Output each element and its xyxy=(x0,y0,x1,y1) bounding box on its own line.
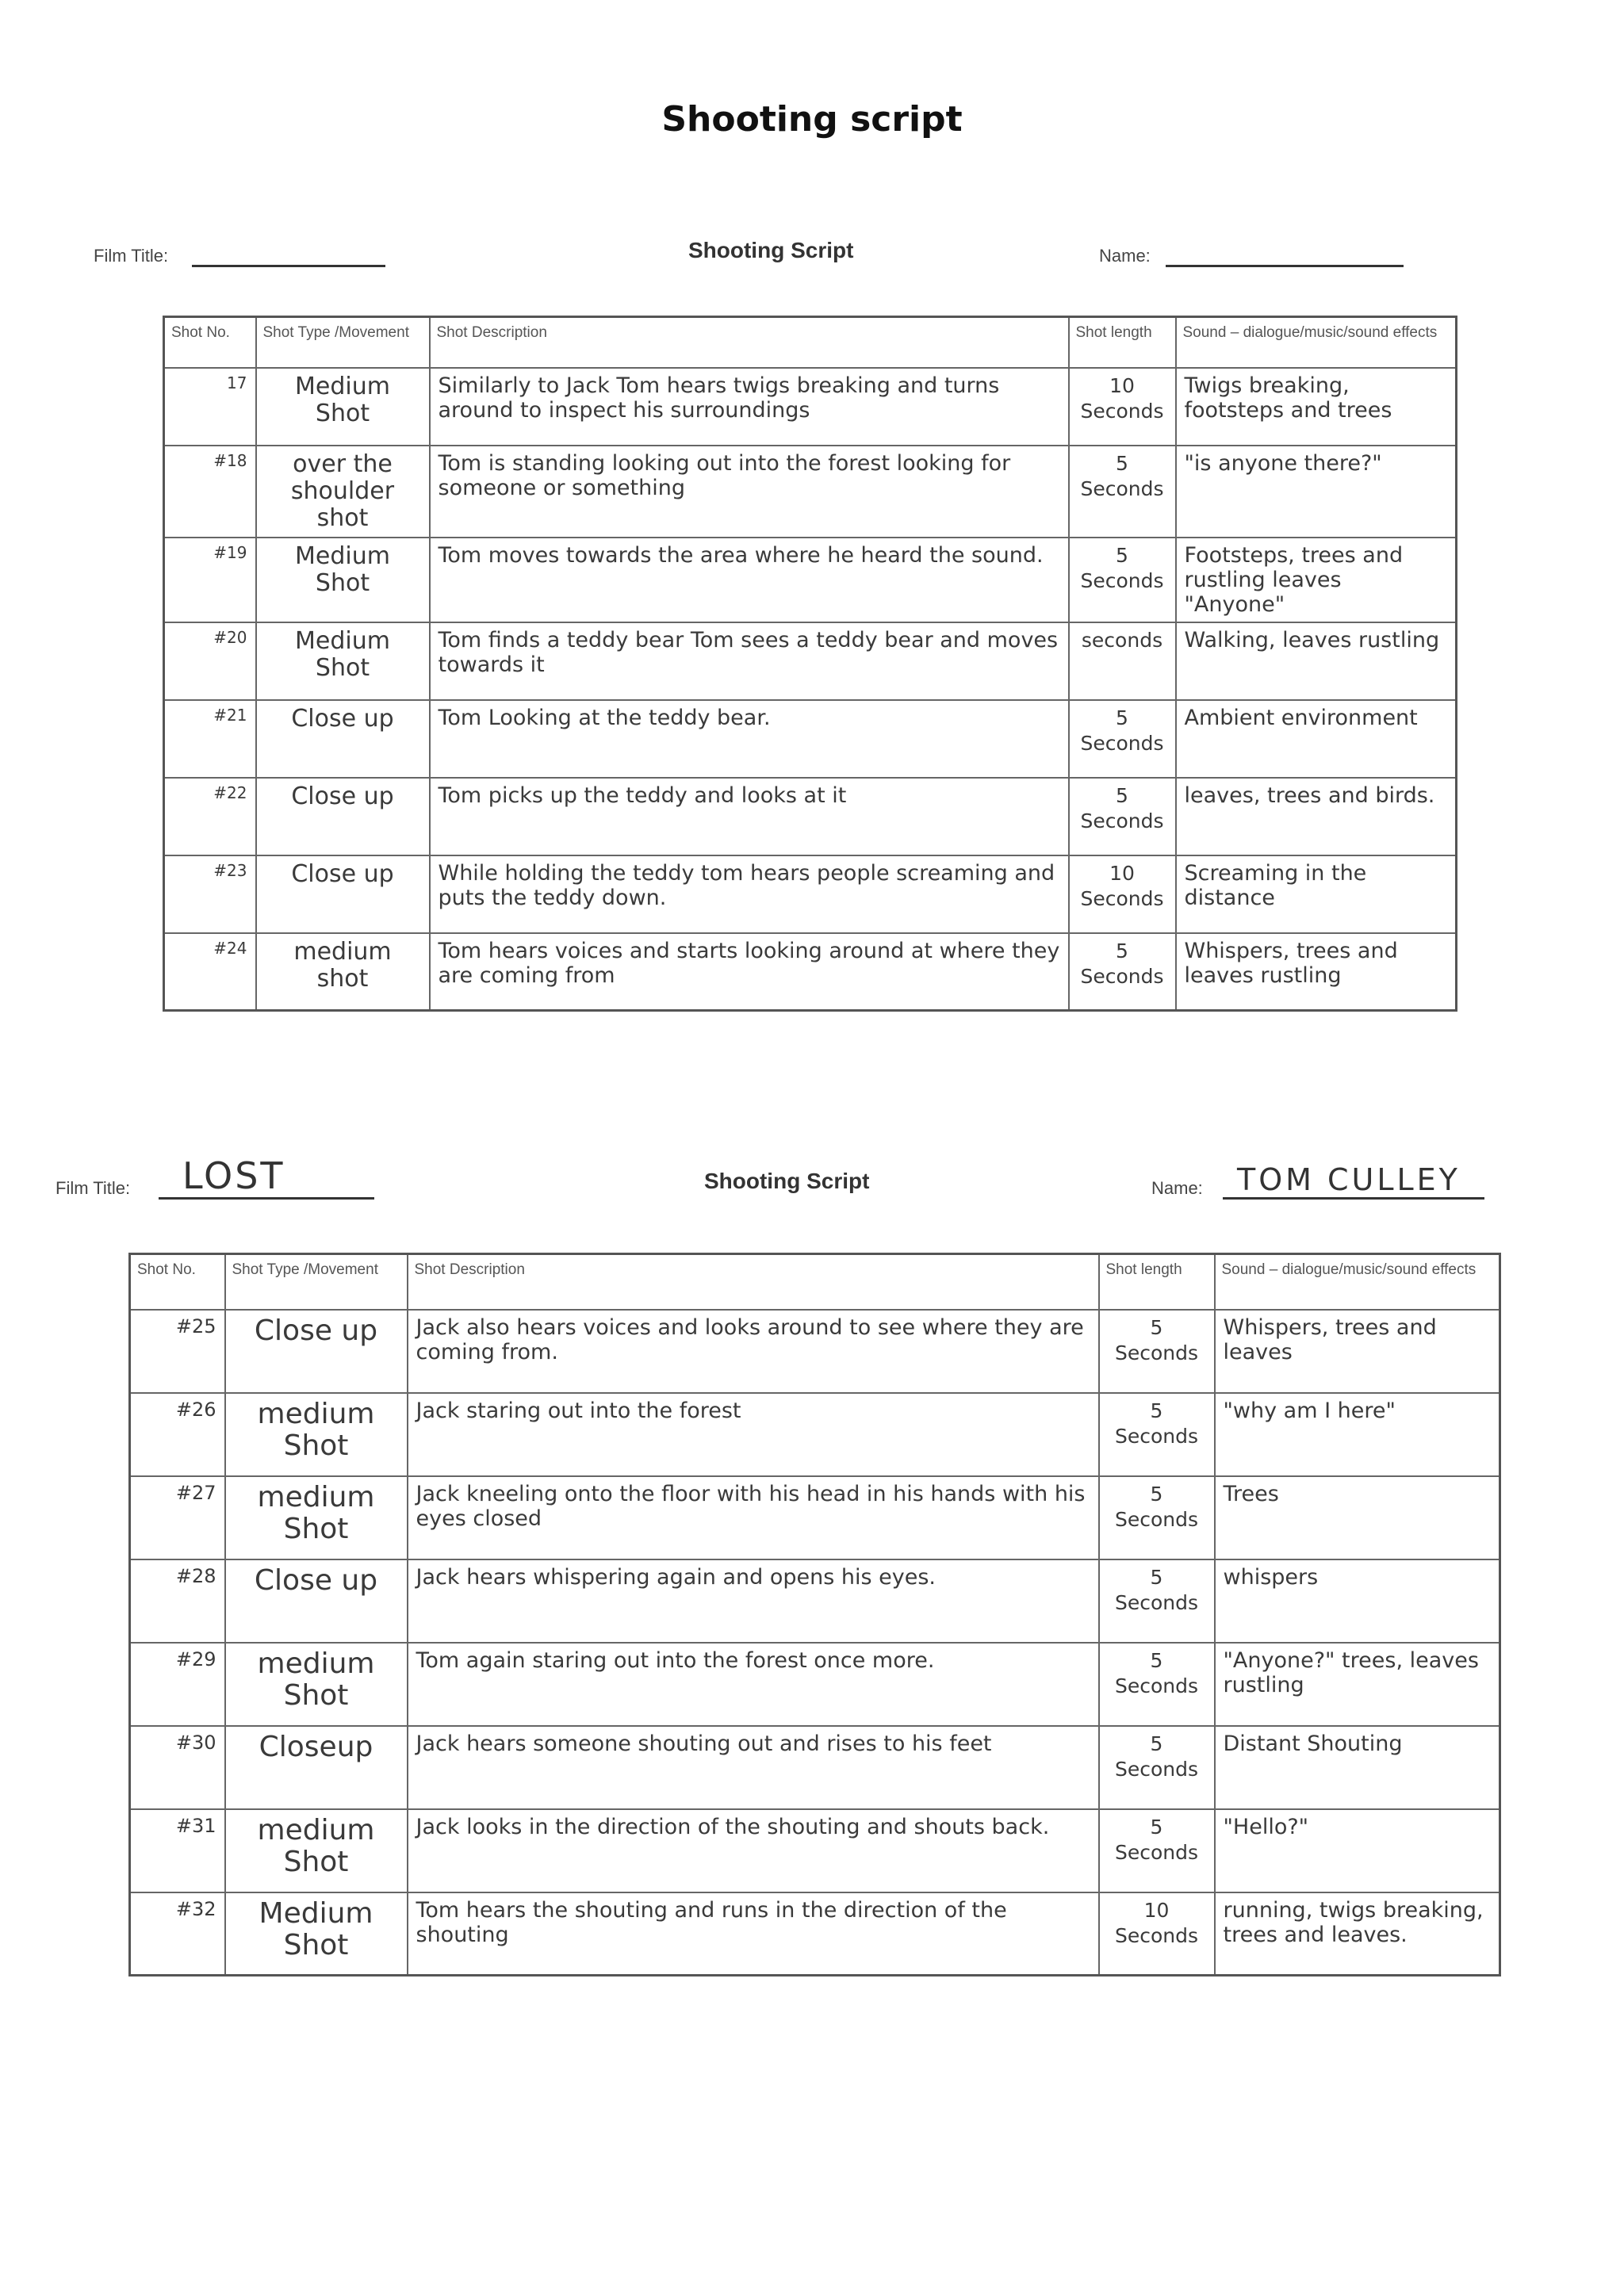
shot-length: 5 Seconds xyxy=(1099,1809,1215,1892)
shot-type: medium Shot xyxy=(225,1643,408,1726)
shot-sound: Ambient environment xyxy=(1176,700,1457,778)
shot-type: medium Shot xyxy=(225,1476,408,1559)
shot-number: #25 xyxy=(130,1310,225,1393)
shot-number: #28 xyxy=(130,1559,225,1643)
shot-type: Close up xyxy=(256,700,430,778)
table-row xyxy=(164,700,1457,778)
shot-description: Jack hears someone shouting out and rises to his feet xyxy=(408,1726,1099,1809)
shot-sound: "Anyone?" trees, leaves rustling xyxy=(1215,1643,1500,1726)
shot-length: 5 Seconds xyxy=(1099,1559,1215,1643)
table-row xyxy=(130,1892,1500,1976)
shot-type: medium Shot xyxy=(225,1809,408,1892)
shot-sound: Whispers, trees and leaves xyxy=(1215,1310,1500,1393)
shot-description: Tom picks up the teddy and looks at it xyxy=(430,778,1069,855)
shot-type: Medium Shot xyxy=(256,368,430,446)
shot-description: While holding the teddy tom hears people screaming and puts the teddy down. xyxy=(430,855,1069,933)
shot-length: 5 Seconds xyxy=(1099,1393,1215,1476)
col-header-shot-type: Shot Type /Movement xyxy=(225,1254,408,1310)
shot-description: Tom hears voices and starts looking around at where they are coming from xyxy=(430,933,1069,1011)
shot-length: seconds xyxy=(1069,622,1176,700)
shot-description: Jack also hears voices and looks around to see where they are coming from. xyxy=(408,1310,1099,1393)
shot-length: 5 Seconds xyxy=(1069,700,1176,778)
shot-sound: leaves, trees and birds. xyxy=(1176,778,1457,855)
col-header-shot-description: Shot Description xyxy=(430,317,1069,368)
shot-type: Medium Shot xyxy=(225,1892,408,1976)
shot-type: Close up xyxy=(225,1559,408,1643)
table-row xyxy=(164,855,1457,933)
shot-sound: "Hello?" xyxy=(1215,1809,1500,1892)
name-value: TOM CULLEY xyxy=(1237,1162,1461,1197)
shot-description: Jack staring out into the forest xyxy=(408,1393,1099,1476)
page-title: Shooting script xyxy=(661,99,963,140)
shot-length: 5 Seconds xyxy=(1099,1476,1215,1559)
shot-length: 5 Seconds xyxy=(1069,933,1176,1011)
shot-sound: Distant Shouting xyxy=(1215,1726,1500,1809)
table-row xyxy=(130,1643,1500,1726)
shooting-script-table-2 xyxy=(128,1253,1501,1976)
shot-number: #32 xyxy=(130,1892,225,1976)
shot-description: Jack looks in the direction of the shouting and shouts back. xyxy=(408,1809,1099,1892)
col-header-shot-type: Shot Type /Movement xyxy=(256,317,430,368)
shot-description: Tom is standing looking out into the forest looking for someone or something xyxy=(430,446,1069,538)
sheet-title: Shooting Script xyxy=(704,1169,870,1193)
name-label: Name: xyxy=(1099,246,1151,266)
table-row xyxy=(130,1559,1500,1643)
table-row xyxy=(164,538,1457,622)
shot-type: medium Shot xyxy=(225,1393,408,1476)
shot-length: 5 Seconds xyxy=(1069,778,1176,855)
shot-description: Tom finds a teddy bear Tom sees a teddy bear and moves towards it xyxy=(430,622,1069,700)
table-row xyxy=(164,933,1457,1011)
shot-number: #30 xyxy=(130,1726,225,1809)
table-row xyxy=(164,778,1457,855)
col-header-sound: Sound – dialogue/music/sound effects xyxy=(1176,317,1457,368)
shot-description: Similarly to Jack Tom hears twigs breaking and turns around to inspect his surroundings xyxy=(430,368,1069,446)
table-row xyxy=(164,622,1457,700)
shot-description: Tom hears the shouting and runs in the direction of the shouting xyxy=(408,1892,1099,1976)
shot-description: Tom Looking at the teddy bear. xyxy=(430,700,1069,778)
col-header-sound: Sound – dialogue/music/sound effects xyxy=(1215,1254,1500,1310)
shot-number: #24 xyxy=(164,933,256,1011)
shot-sound: whispers xyxy=(1215,1559,1500,1643)
shot-length: 10 Seconds xyxy=(1099,1892,1215,1976)
shot-number: #26 xyxy=(130,1393,225,1476)
shot-number: #29 xyxy=(130,1643,225,1726)
shot-number: #19 xyxy=(164,538,256,622)
sheet-2-header xyxy=(0,1154,1624,1210)
table-row xyxy=(130,1809,1500,1892)
shot-sound: Whispers, trees and leaves rustling xyxy=(1176,933,1457,1011)
shot-length: 5 Seconds xyxy=(1099,1643,1215,1726)
shot-sound: Twigs breaking, footsteps and trees xyxy=(1176,368,1457,446)
shot-sound: Walking, leaves rustling xyxy=(1176,622,1457,700)
col-header-shot-no: Shot No. xyxy=(130,1254,225,1310)
col-header-shot-length: Shot length xyxy=(1099,1254,1215,1310)
table-row xyxy=(130,1393,1500,1476)
shot-sound: running, twigs breaking, trees and leaves. xyxy=(1215,1892,1500,1976)
shot-type: Close up xyxy=(256,778,430,855)
shot-length: 5 Seconds xyxy=(1099,1310,1215,1393)
name-label: Name: xyxy=(1151,1178,1203,1198)
col-header-shot-no: Shot No. xyxy=(164,317,256,368)
table-row xyxy=(130,1726,1500,1809)
film-title-field xyxy=(192,236,385,267)
shot-type: Medium Shot xyxy=(256,622,430,700)
shot-length: 5 Seconds xyxy=(1099,1726,1215,1809)
table-row xyxy=(130,1476,1500,1559)
name-field xyxy=(1223,1162,1484,1200)
shot-description: Jack kneeling onto the floor with his head in his hands with his eyes closed xyxy=(408,1476,1099,1559)
shot-number: #27 xyxy=(130,1476,225,1559)
shot-number: #31 xyxy=(130,1809,225,1892)
shot-sound: Trees xyxy=(1215,1476,1500,1559)
film-title-field xyxy=(159,1154,374,1200)
shot-number: 17 xyxy=(164,368,256,446)
shot-type: Closeup xyxy=(225,1726,408,1809)
shot-type: Medium Shot xyxy=(256,538,430,622)
shot-sound: Footsteps, trees and rustling leaves "Anyone" xyxy=(1176,538,1457,622)
film-title-label: Film Title: xyxy=(94,246,169,266)
shot-type: Close up xyxy=(256,855,430,933)
col-header-shot-description: Shot Description xyxy=(408,1254,1099,1310)
shot-type: over the shoulder shot xyxy=(256,446,430,538)
shot-number: #20 xyxy=(164,622,256,700)
shooting-script-table-1 xyxy=(163,316,1457,1012)
shot-number: #23 xyxy=(164,855,256,933)
shot-length: 5 Seconds xyxy=(1069,446,1176,538)
table-row xyxy=(164,368,1457,446)
shot-description: Tom again staring out into the forest once more. xyxy=(408,1643,1099,1726)
film-title-value: LOST xyxy=(182,1154,285,1197)
shot-length: 10 Seconds xyxy=(1069,368,1176,446)
shot-number: #21 xyxy=(164,700,256,778)
film-title-label: Film Title: xyxy=(56,1178,131,1198)
shot-number: #18 xyxy=(164,446,256,538)
name-field xyxy=(1166,236,1404,267)
shot-type: Close up xyxy=(225,1310,408,1393)
col-header-shot-length: Shot length xyxy=(1069,317,1176,368)
shot-description: Tom moves towards the area where he heard the sound. xyxy=(430,538,1069,622)
shot-length: 5 Seconds xyxy=(1069,538,1176,622)
table-row xyxy=(164,446,1457,538)
table-row xyxy=(130,1310,1500,1393)
shot-number: #22 xyxy=(164,778,256,855)
shot-type: medium shot xyxy=(256,933,430,1011)
sheet-1-header xyxy=(0,236,1624,284)
shot-sound: "is anyone there?" xyxy=(1176,446,1457,538)
shot-description: Jack hears whispering again and opens his eyes. xyxy=(408,1559,1099,1643)
shot-sound: "why am I here" xyxy=(1215,1393,1500,1476)
shot-sound: Screaming in the distance xyxy=(1176,855,1457,933)
sheet-title: Shooting Script xyxy=(688,238,854,262)
shot-length: 10 Seconds xyxy=(1069,855,1176,933)
